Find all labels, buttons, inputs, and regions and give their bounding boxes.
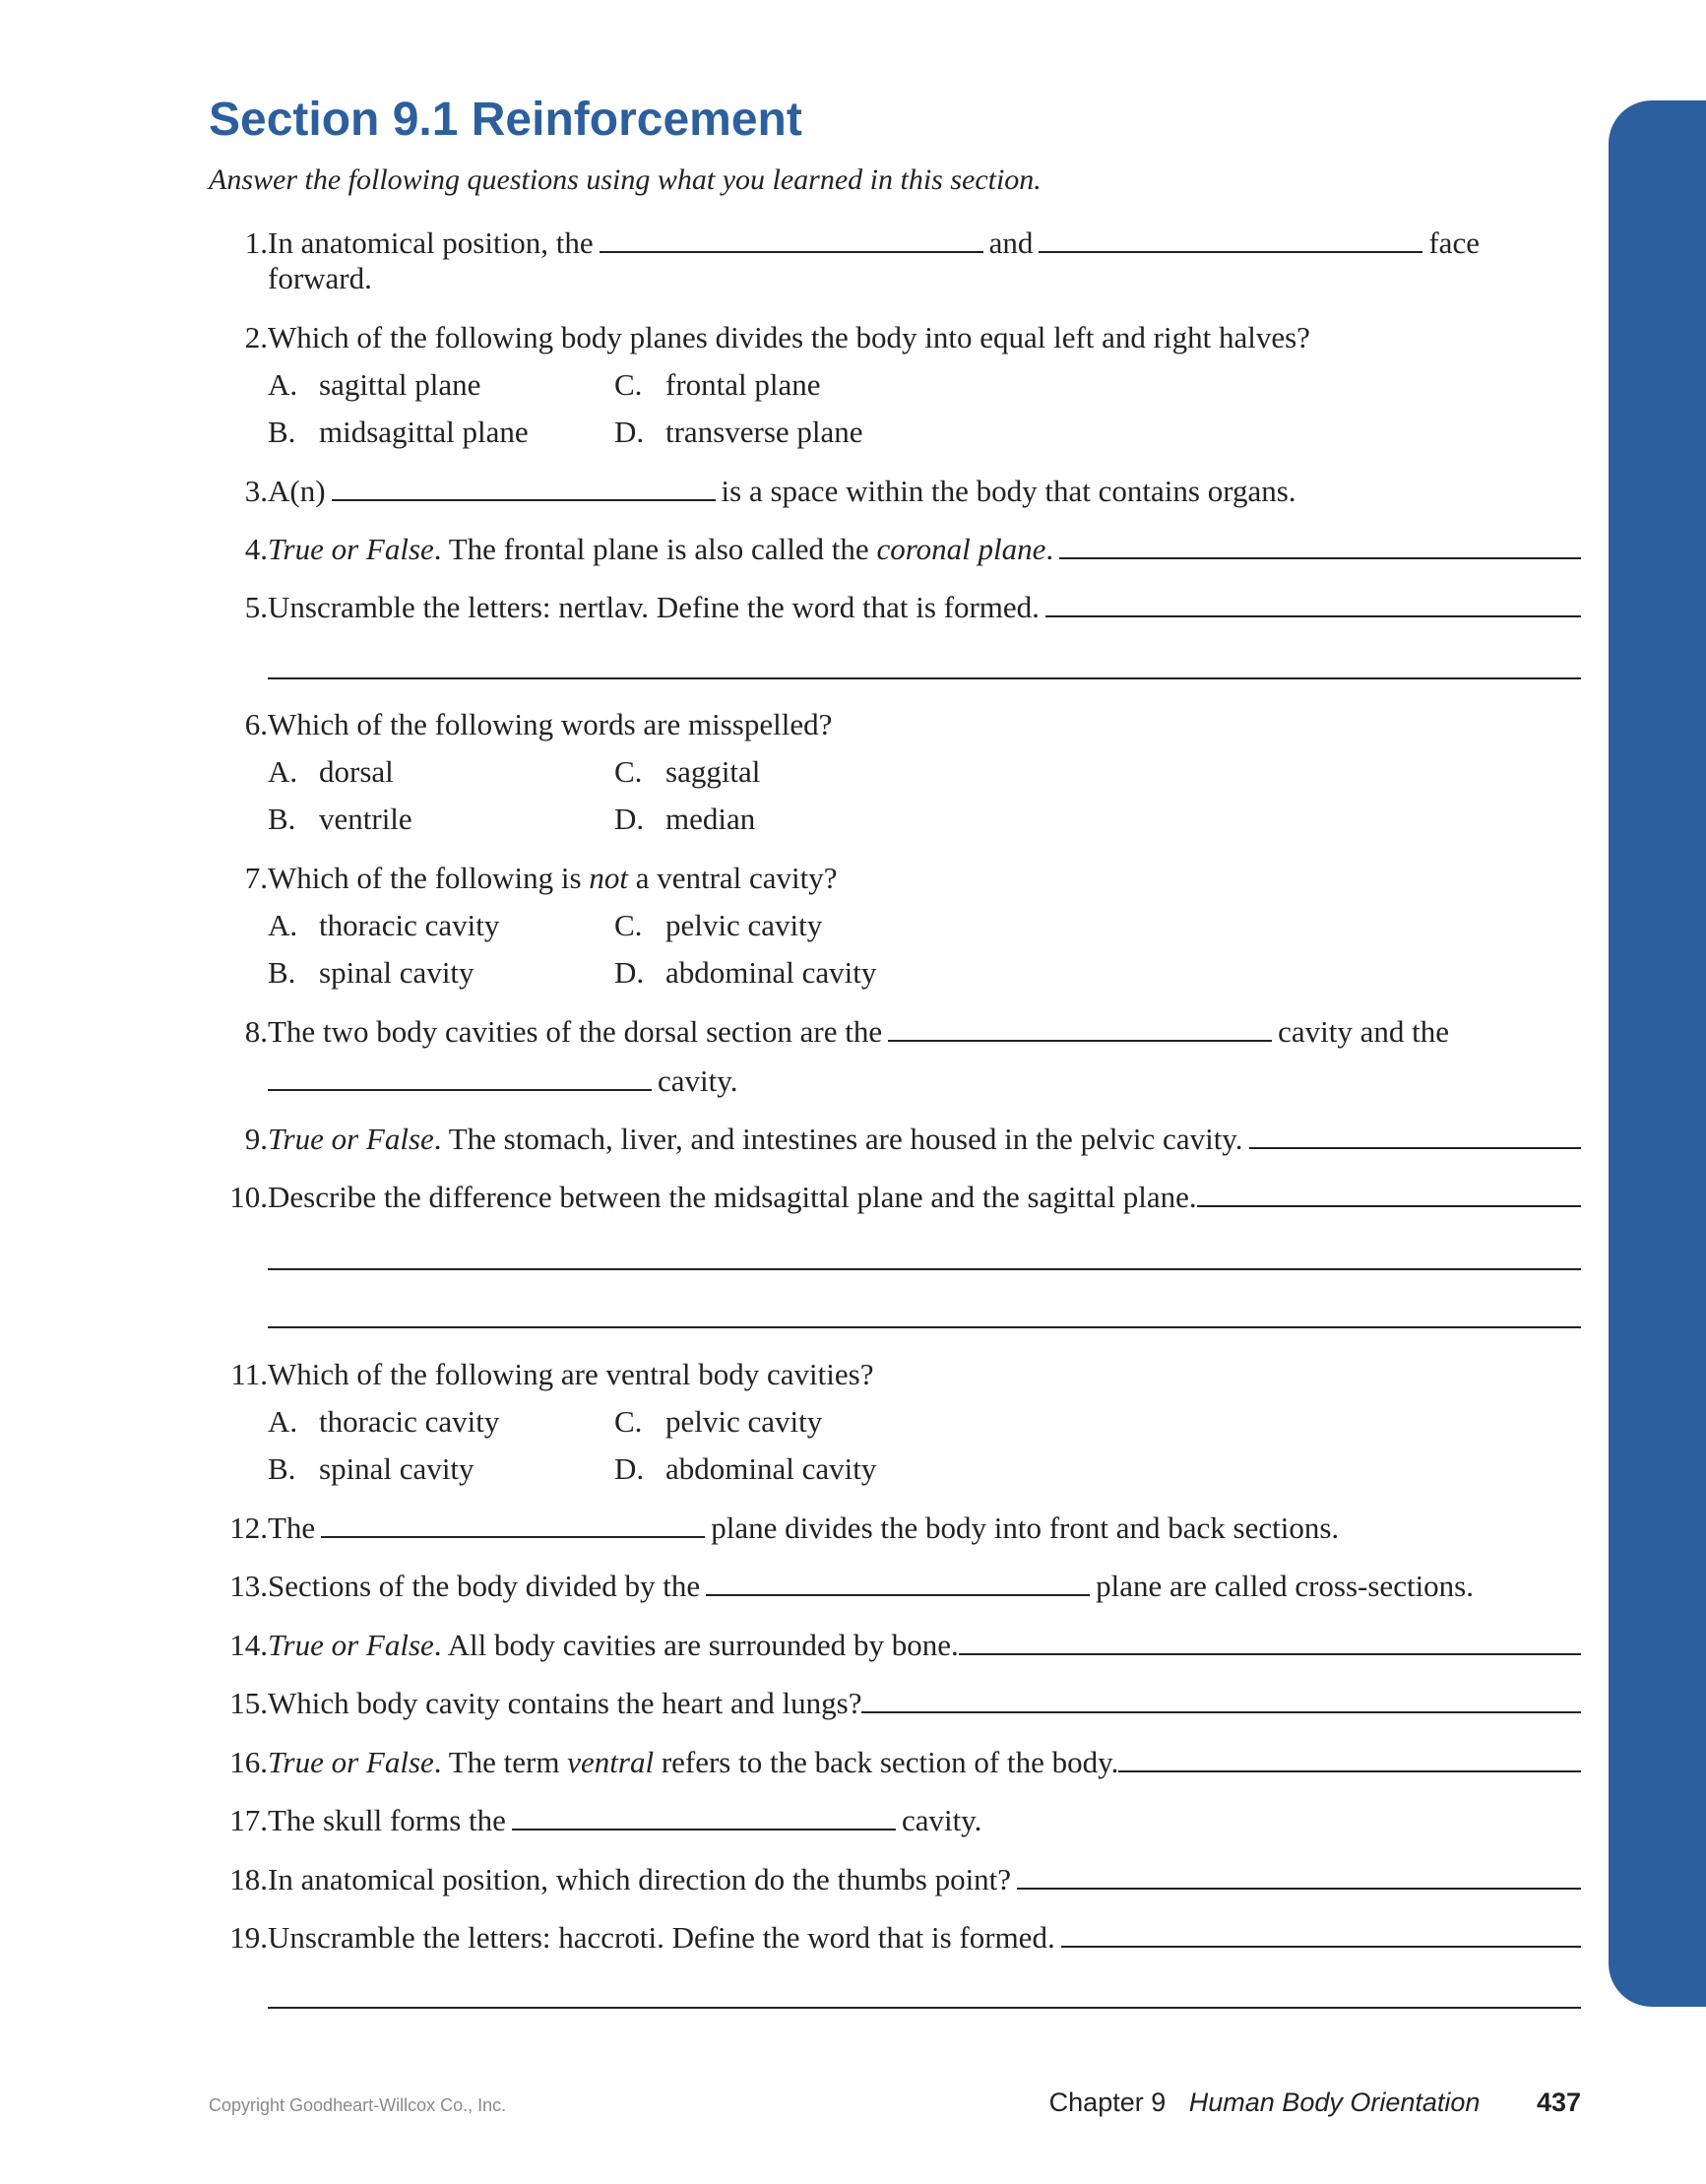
question-7: 7. Which of the following is not a ventral cavity? (193, 860, 1581, 897)
question-6: 6. Which of the following words are misspelled? (193, 706, 1581, 743)
question-12: 12. The plane divides the body into front and back sections. (193, 1510, 1581, 1547)
choice-c[interactable]: C. pelvic cavity (614, 1404, 823, 1439)
answer-line[interactable] (268, 1326, 1581, 1328)
answer-blank[interactable] (1045, 590, 1581, 617)
chapter-label: Chapter 9 (1048, 2088, 1167, 2117)
question-7-choices (268, 907, 957, 996)
chapter-side-tab (1609, 100, 1706, 2007)
question-6-choices (268, 753, 957, 842)
choice-a[interactable]: A. thoracic cavity (268, 908, 500, 942)
choice-a[interactable]: A. dorsal (268, 754, 394, 789)
question-4: 4. True or False . The frontal plane is also called the coronal plane . (193, 531, 1581, 568)
choice-c[interactable]: C. saggital (614, 754, 761, 789)
answer-blank[interactable] (1118, 1745, 1581, 1772)
question-number: 14. (229, 1628, 268, 1662)
chapter-title: Human Body Orientation (1188, 2088, 1481, 2117)
question-number: 2. (244, 320, 268, 354)
answer-blank[interactable] (706, 1569, 1090, 1596)
question-number: 11. (230, 1357, 268, 1391)
question-2: 2. Which of the following body planes divides the body into equal left and right halves? (193, 319, 1581, 356)
answer-blank[interactable] (959, 1628, 1581, 1655)
question-number: 6. (244, 707, 268, 741)
choice-b[interactable]: B. ventrile (268, 802, 412, 836)
answer-blank[interactable] (1249, 1122, 1581, 1149)
question-19: 19. Unscramble the letters: haccroti. Define the word that is formed. (193, 1919, 1581, 1957)
question-number: 7. (244, 861, 268, 895)
answer-blank[interactable] (332, 474, 716, 501)
choice-d[interactable]: D. abdominal cavity (614, 1451, 877, 1486)
question-11: 11. Which of the following are ventral body cavities? (193, 1356, 1581, 1393)
copyright-notice: Copyright Goodheart-Willcox Co., Inc. (209, 2095, 507, 2115)
section-title: Section 9.1 Reinforcement (209, 94, 802, 146)
answer-blank[interactable] (1061, 1920, 1581, 1948)
answer-blank[interactable] (1017, 1862, 1581, 1890)
question-9: 9. True or False . The stomach, liver, and intestines are housed in the pelvic cavity. (193, 1121, 1581, 1158)
choice-d[interactable]: D. transverse plane (614, 415, 863, 449)
choice-b[interactable]: B. midsagittal plane (268, 415, 529, 449)
question-number: 12. (229, 1510, 268, 1545)
choice-a[interactable]: A. sagittal plane (268, 367, 481, 402)
question-10: 10. Describe the difference between the midsagittal plane and the sagittal plane. (193, 1179, 1581, 1216)
question-number: 19. (229, 1920, 268, 1955)
question-number: 10. (229, 1180, 268, 1214)
question-14: 14. True or False . All body cavities are surrounded by bone. (193, 1627, 1581, 1664)
answer-blank[interactable] (861, 1686, 1581, 1713)
choice-d[interactable]: D. abdominal cavity (614, 955, 877, 990)
question-16: 16. True or False . The term ventral refers to the back section of the body. (193, 1744, 1581, 1781)
choice-c[interactable]: C. frontal plane (614, 367, 821, 402)
answer-blank[interactable] (1197, 1180, 1581, 1207)
question-5: 5. Unscramble the letters: nertlav. Define the word that is formed. (193, 589, 1581, 626)
question-1: 1. In anatomical position, the and face (193, 225, 1581, 262)
answer-blank[interactable] (600, 225, 983, 253)
choice-d[interactable]: D. median (614, 802, 756, 836)
choice-b[interactable]: B. spinal cavity (268, 1451, 474, 1486)
question-number: 8. (244, 1014, 268, 1049)
answer-line[interactable] (268, 1268, 1581, 1270)
question-number: 1. (244, 225, 268, 260)
answer-blank[interactable] (321, 1510, 705, 1538)
question-11-choices (268, 1403, 957, 1492)
answer-blank[interactable] (268, 1063, 652, 1091)
instructions: Answer the following questions using what you learned in this section. (209, 163, 1042, 196)
answer-blank[interactable] (1059, 532, 1581, 559)
question-number: 15. (229, 1686, 268, 1720)
answer-blank[interactable] (1039, 225, 1422, 253)
page-footer (1049, 2088, 1581, 2118)
page-number: 437 (1536, 2088, 1581, 2117)
answer-line[interactable] (268, 2007, 1581, 2009)
answer-blank[interactable] (888, 1014, 1272, 1042)
question-number: 4. (244, 532, 268, 566)
question-number: 5. (244, 590, 268, 624)
question-number: 9. (244, 1122, 268, 1156)
answer-blank[interactable] (512, 1803, 896, 1831)
question-2-choices (268, 366, 957, 455)
question-number: 18. (229, 1862, 268, 1896)
question-number: 17. (229, 1803, 268, 1837)
question-3: 3. A(n) is a space within the body that contains organs. (193, 473, 1581, 510)
question-15: 15. Which body cavity contains the heart and lungs? (193, 1685, 1581, 1722)
question-number: 13. (229, 1569, 268, 1603)
answer-line[interactable] (268, 677, 1581, 679)
choice-b[interactable]: B. spinal cavity (268, 955, 474, 990)
choice-c[interactable]: C. pelvic cavity (614, 908, 823, 942)
question-8: 8. The two body cavities of the dorsal section are the cavity and the (193, 1013, 1581, 1051)
question-17: 17. The skull forms the cavity. (193, 1802, 1581, 1839)
question-number: 3. (244, 474, 268, 508)
question-13: 13. Sections of the body divided by the plane are called cross-sections. (193, 1568, 1581, 1605)
choice-a[interactable]: A. thoracic cavity (268, 1404, 500, 1439)
question-number: 16. (229, 1745, 268, 1779)
question-18: 18. In anatomical position, which direction do the thumbs point? (193, 1861, 1581, 1898)
